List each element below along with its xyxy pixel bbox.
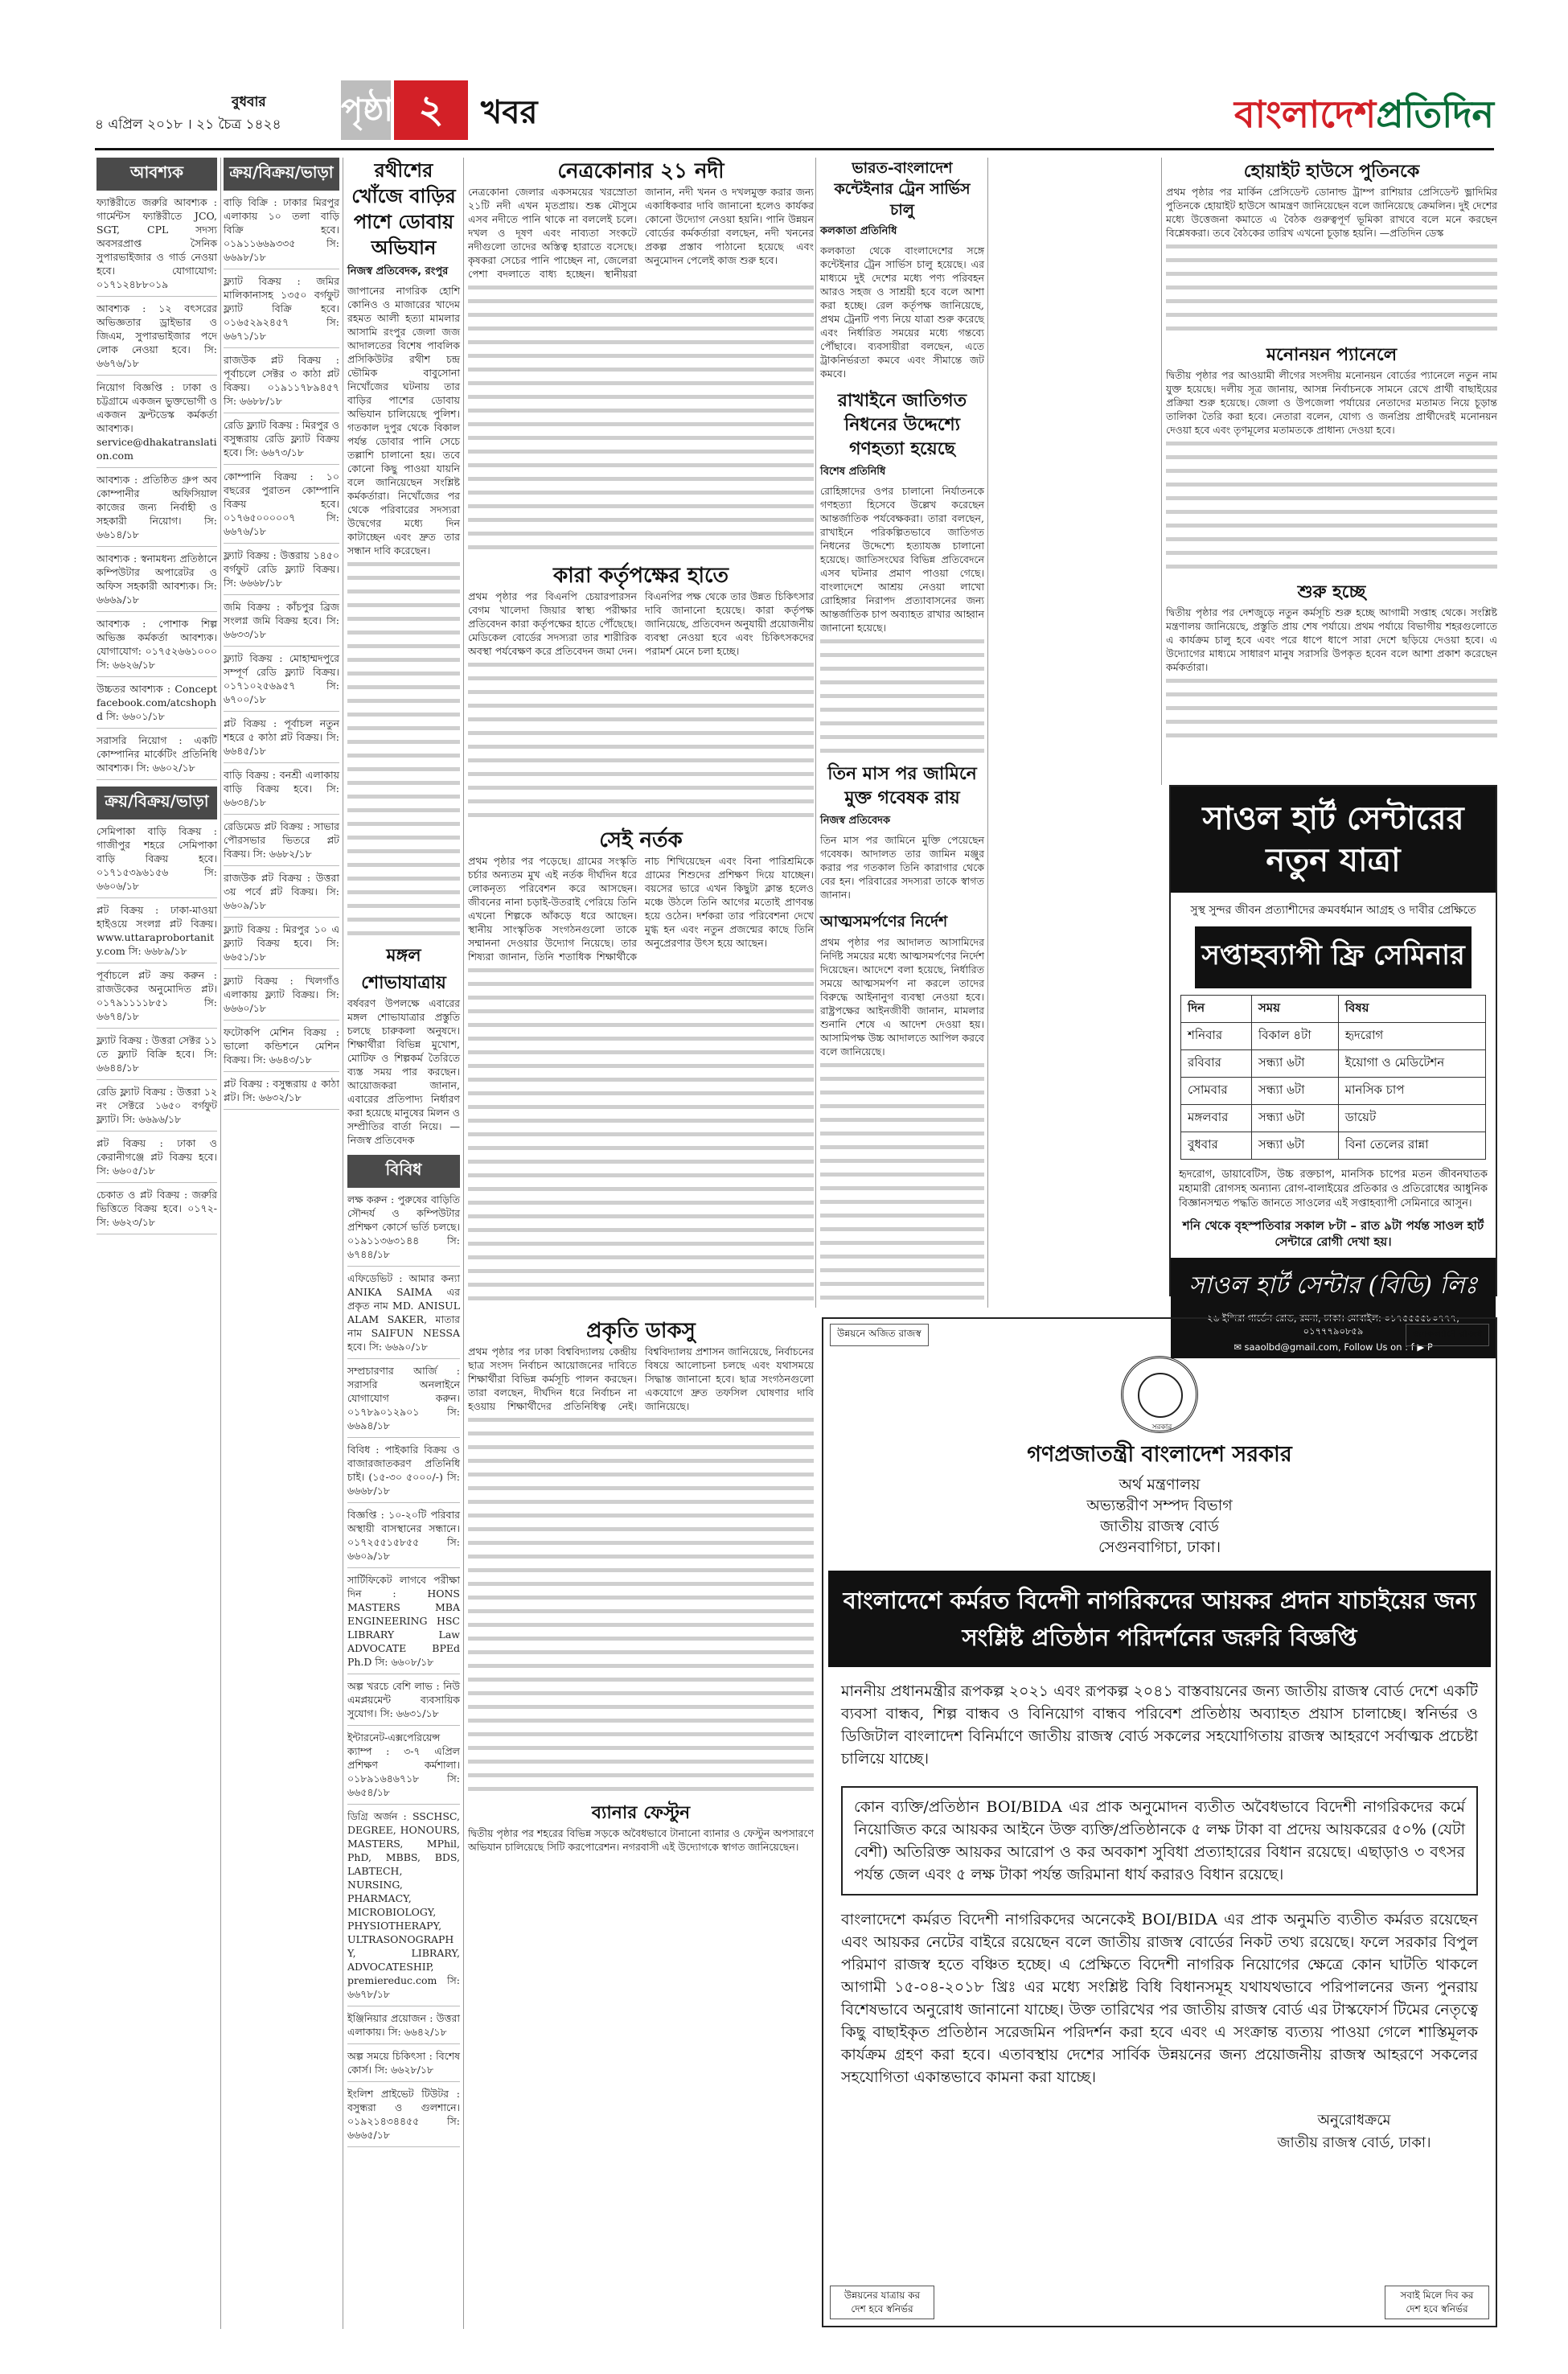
classified-ad: রেডিমেড প্লট বিক্রয় : সাভার পৌরসভার ভিতরে প্লট বিক্রয়। সি: ৬৬৮২/১৮	[224, 815, 339, 866]
classified-ad: চেকাত ও প্লট বিক্রয় : জরুরি ভিত্তিতে বিক্রয় হবে। ০১৭২- সি: ৬৬২৩/১৮	[96, 1183, 217, 1234]
story-headline: প্রকৃতি ডাকসু	[586, 1319, 696, 1343]
story-headline: ব্যানার ফেস্টুন	[591, 1802, 691, 1823]
story-body: প্রথম পৃষ্ঠার পর মার্কিন প্রেসিডেন্ট ডোনাল্ড ট্রাম্প রাশিয়ার প্রেসিডেন্ট ভ্লাদিমির পুতিনকে হোয়াইট হাউসে আমন্ত্রণ জানিয়েছেন বলে জানিয়েছে ক্রেমলিন। দুই দেশের মধ্যে উত্তেজনা কমাতে এ বৈঠক গুরুত্বপূর্ণ ভূমিকা রাখবে বলে মনে করছেন বিশ্লেষকরা। তবে বৈঠকের তারিখ এখনো চূড়ান্ত হয়নি। —প্রতিদিন ডেস্ক	[1166, 186, 1497, 239]
table-cell: সন্ধ্যা ৬টা	[1251, 1050, 1338, 1078]
table-cell: বুধবার	[1181, 1132, 1252, 1160]
table-cell: সন্ধ্যা ৬টা	[1251, 1078, 1338, 1105]
table-cell: সন্ধ্যা ৬টা	[1251, 1132, 1338, 1160]
masthead-rule	[95, 148, 1494, 150]
classified-ad: উচ্চতর আবশ্যক : Concept facebook.com/atcshophd সি: ৬৬০১/১৮	[96, 677, 217, 729]
classified-ad: প্লট বিক্রয় : ঢাকা-মাওয়া হাইওয়ে সংলগ্ন প্লট বিক্রয়। www.uttaraprobortanity.com সি: ৬৬৮৯/১৮	[96, 898, 217, 963]
classified-ad: অল্প খরচে বেশি লাভ : নিউ এমপ্লয়মেন্ট ব্যবসায়িক সুযোগ। সি: ৬৬৩১/১৮	[347, 1674, 460, 1726]
ad-address: ২৬ ইন্দিরা গার্ডেন রোড, রমনা, ঢাকা। মোবাইল: ০১৭৫৫৫৫৮০৭৭৭, ০১৭৭৭৯০৮৫৯	[1171, 1310, 1496, 1339]
page-number: ২	[394, 80, 468, 140]
division-name: অভ্যন্তরীণ সম্পদ বিভাগ	[1086, 1497, 1233, 1514]
text-lines	[468, 281, 814, 554]
masthead-day: বুধবার	[232, 94, 266, 110]
classified-ad: পূর্বাচলে প্লট ক্রয় করুন : রাজউকের অনুমোদিত প্লট। ০১৭৯১১১১৮৫১ সি: ৬৬৭৪/১৮	[96, 963, 217, 1029]
classified-ad: আবশ্যক : পোশাক শিল্প অভিজ্ঞ কর্মকর্তা আবশ্যক। যোগাযোগ: ০১৭৫২৬৬১০০০ সি: ৬৬২৬/১৮	[96, 612, 217, 677]
ad-tag-right: জনকল্যাণে রাজস্ব	[1406, 1324, 1489, 1346]
classified-ad: ফ্ল্যাট বিক্রয় : উত্তরায় ১৪৫০ বর্গফুট রেডি ফ্ল্যাট বিক্রয়। সি: ৬৬৬৮/১৮	[224, 544, 339, 595]
classified-ad: বিজ্ঞপ্তি : ১০-২০টি পরিবার অস্থায়ী বাসস্থানের সন্ধানে। ০১৭২৫৫১৫৮৫৫ সি: ৬৬০৯/১৮	[347, 1503, 460, 1568]
story-body: জাপানের নাগরিক হোশি কোনিও ও মাজারের খাদেম রহমত আলী হত্যা মামলার আসামি রংপুর জেলা জজ আদালতের বিশেষ পাবলিক প্রসিকিউটর রথীশ চন্দ্র ভৌমিক বাবুসোনা নিখোঁজের ঘটনায় তার বাড়ির পাশের ডোবায় অভিযান চালিয়েছে পুলিশ। গতকাল দুপুর থেকে বিকাল পর্যন্ত ডোবার পানি সেচে তল্লাশি চালানো হয়। তবে কোনো কিছু পাওয়া যায়নি বলে জানিয়েছেন সংশ্লিষ্ট কর্মকর্তারা। নিখোঁজের পর থেকে পরিবারের সদস্যরা উদ্বেগের মধ্যে দিন কাটাচ্ছেন এবং দ্রুত তার সন্ধান দাবি করেছেন।	[347, 285, 460, 557]
story-dateline: নিজস্ব প্রতিবেদক	[820, 815, 891, 827]
story-headline: কারা কর্তৃপক্ষের হাতে	[553, 564, 729, 588]
classified-ad: প্লট বিক্রয় : বসুন্ধরায় ৫ কাঠা প্লট। সি: ৬৬৩২/১৮	[224, 1072, 339, 1110]
text-lines	[1166, 240, 1497, 336]
misc-header: বিবিধ	[347, 1155, 460, 1188]
story-dateline: বিশেষ প্রতিনিধি	[820, 466, 886, 478]
story-body: দ্বিতীয় পৃষ্ঠার পর আওয়ামী লীগের সংসদীয় মনোনয়ন বোর্ডের প্যানেলে নতুন নাম যুক্ত হয়েছে। দলীয় সূত্র জানায়, আসন্ন নির্বাচনকে সামনে রেখে প্রার্থী বাছাইয়ের প্রক্রিয়া শুরু হয়েছে। জেলা ও উপজেলা পর্যায়ের নেতাদের মতামত নিয়ে চূড়ান্ত তালিকা তৈরি করা হবে। নেতারা বলেন, যোগ্য ও জনপ্রিয় প্রার্থীদেরই মনোনয়ন দেওয়া হবে এবং তৃণমূলের মতামতকে প্রাধান্য দেওয়া হবে।	[1166, 369, 1497, 436]
notice-headline: বাংলাদেশে কর্মরত বিদেশী নাগরিকদের আয়কর প্রদান যাচাইয়ের জন্য সংশ্লিষ্ট প্রতিষ্ঠান পরিদর্শনের জরুরি বিজ্ঞপ্তি	[828, 1571, 1491, 1667]
table-header: বিষয়	[1338, 996, 1485, 1023]
classified-ad: নিয়োগ বিজ্ঞপ্তি : ঢাকা ও চট্টগ্রামে একজন ভুক্তভোগী ও একজন ফ্রন্টডেস্ক কর্মকর্তা আবশ্যক। service@dhakatranslation.com	[96, 376, 217, 468]
story-dateline: কলকাতা প্রতিনিধি	[820, 225, 897, 237]
ad-email: saaolbd@gmail.com, Follow Us on :	[1244, 1341, 1409, 1353]
mail-icon: ✉	[1233, 1341, 1245, 1353]
story-column-4	[468, 158, 814, 1854]
classified-ad: রেডি ফ্ল্যাট বিক্রয় : উত্তরা ১২ নং সেক্টরে ১৬৫০ বর্গফুট ফ্ল্যাট। সি: ৬৬৯৬/১৮	[96, 1080, 217, 1132]
classified-ad: এফিডেভিট : আমার কন্যা ANIKA SAIMA এর প্রকৃত নাম MD. ANISUL ALAM SAKER, মাতার নাম SAIFUN NESSA হবে। সি: ৬৬৯০/১৮	[347, 1267, 460, 1359]
classified-list	[96, 191, 217, 780]
story-body: তিন মাস পর জামিনে মুক্তি পেয়েছেন গবেষক। আদালত তার জামিন মঞ্জুর করার পর গতকাল তিনি কারাগার থেকে বের হন। পরিবারের সদস্যরা তাকে স্বাগত জানান।	[820, 834, 984, 901]
story-body: প্রথম পৃষ্ঠার পর আদালত আসামিদের নির্দিষ্ট সময়ের মধ্যে আত্মসমর্পণের নির্দেশ দিয়েছেন। আদেশে বলা হয়েছে, নির্ধারিত সময়ে আত্মসমর্পণ না করলে তাদের বিরুদ্ধে আইনানুগ ব্যবস্থা নেওয়া হবে। রাষ্ট্রপক্ষের আইনজীবী জানান, মামলার শুনানি শেষে এ আদেশ দেওয়া হয়। আসামিপক্ষ উচ্চ আদালতে আপিল করবে বলে জানিয়েছে।	[820, 936, 984, 1058]
table-cell: বিকাল ৪টা	[1251, 1023, 1338, 1050]
classified-ad: ডিগ্রি অর্জন : SSCHSC, DEGREE, HONOURS, MASTERS, MPhil, PhD, MBBS, BDS, LABTECH, NURSING, PHARMACY, MICROBIOLOGY, PHYSIOTHERAPY, ULTRASONOGRAPHY, LIBRARY, ADVOCATESHIP, premiereduc.com সি: ৬৬৭৮/১৮	[347, 1805, 460, 2006]
table-row	[1181, 1078, 1486, 1105]
classified-ad: রাজউক প্লট বিক্রয় : উত্তরা ৩য় পর্বে প্লট বিক্রয়। সি: ৬৬০৯/১৮	[224, 866, 339, 918]
signature-line-1: অনুরোধক্রমে	[1317, 2112, 1391, 2129]
column-divider	[220, 158, 221, 2329]
story-body: প্রথম পৃষ্ঠার পর পড়েছে। গ্রামের সংস্কৃতি চর্চার অন্যতম মুখ এই নর্তক দীর্ঘদিন ধরে লোকনৃত্য পরিবেশন করে আসছেন। জীবনের নানা চড়াই-উতরাই পেরিয়ে তিনি এখনো শিল্পকে আঁকড়ে ধরে আছেন। স্থানীয় সাংস্কৃতিক সংগঠনগুলো তাকে সম্মাননা দেওয়ার উদ্যোগ নিয়েছে। তার শিষ্যরা জানান, তিনি শতাধিক শিক্ষার্থীকে নাচ শিখিয়েছেন এবং বিনা পারিশ্রমিকে গ্রামের শিশুদের প্রশিক্ষণ দিয়ে যাচ্ছেন। বয়সের ভারে এখন কিছুটা ক্লান্ত হলেও মঞ্চে উঠলে তিনি আগের মতোই প্রাণবন্ত হয়ে ওঠেন। দর্শকরা তার পরিবেশনা দেখে মুগ্ধ হন এবং নতুন প্রজন্মের কাছে তিনি অনুপ্রেরণার উৎস হয়ে আছেন।	[468, 855, 814, 963]
story-body: দ্বিতীয় পৃষ্ঠার পর দেশজুড়ে নতুন কর্মসূচি শুরু হচ্ছে আগামী সপ্তাহ থেকে। সংশ্লিষ্ট মন্ত্রণালয় জানিয়েছে, প্রস্তুতি প্রায় শেষ পর্যায়ে। প্রথম পর্যায়ে বিভাগীয় শহরগুলোতে এ কার্যক্রম চালু হবে এবং পরে ধাপে ধাপে সারা দেশে ছড়িয়ে দেওয়া হবে। এ উদ্যোগের মাধ্যমে সাধারণ মানুষ সরাসরি উপকৃত হবেন বলে আশা প্রকাশ করেছেন কর্মকর্তারা।	[1166, 606, 1497, 673]
masthead	[95, 77, 1494, 146]
ad-body: হৃদরোগ, ডায়াবেটিস, উচ্চ রক্তচাপ, মানসিক চাপের মতন জীবনঘাতক মহামারী রোগসহ অন্যান্য রোগ-বালাইয়ের প্রতিকার ও প্রতিরোধের আধুনিক বিজ্ঞানসম্মত পদ্ধতি জানতে সাওলের এই সপ্তাহব্যাপী সেমিনারে আসুন।	[1179, 1169, 1488, 1210]
story-headline: মনোনয়ন প্যানেলে	[1266, 344, 1398, 365]
story-column-3	[347, 158, 460, 2147]
nbr-government-ad	[822, 1317, 1497, 2327]
table-cell: মানসিক চাপ	[1338, 1078, 1485, 1105]
classified-ad: ফ্যাক্টরীতে জরুরি আবশ্যক : গার্মেন্টস ফ্যাক্টরীতে JCO, SGT, CPL সদস্য অবসরপ্রাপ্ত সৈনিক সুপারভাইজার ও গার্ড নেওয়া হবে। যোগাযোগ: ০১৭১২৪৮৮০১৯	[96, 191, 217, 297]
classified-ad: অল্প সময়ে চিকিৎসা : বিশেষ কোর্স। সি: ৬৬২৮/১৮	[347, 2044, 460, 2082]
story-headline: ভারত-বাংলাদেশ কন্টেইনার ট্রেন সার্ভিস চালু	[834, 159, 971, 219]
classified-ad: আবশ্যক : স্বনামধন্য প্রতিষ্ঠানে কম্পিউটার অপারেটর ও অফিস সহকারী আবশ্যক। সি: ৬৬৬৯/১৮	[96, 547, 217, 612]
classified-ad: জমি বিক্রয় : কাঁচপুর ব্রিজ সংলগ্ন জমি বিক্রয় হবে। সি: ৬৬৩৩/১৮	[224, 595, 339, 647]
table-cell: শনিবার	[1181, 1023, 1252, 1050]
table-row	[1181, 1132, 1486, 1160]
text-lines	[468, 1413, 814, 1791]
classified-ad: লক্ষ করুন : পুরুষের বাড়িতি সৌন্দর্য ও কম্পিউটার প্রশিক্ষণ কোর্সে ভর্তি চলছে। ০১৯১১৩৬৩১৪৪ সি: ৬৭৪৪/১৮	[347, 1188, 460, 1267]
story-headline: শুরু হচ্ছে	[1297, 581, 1366, 602]
logo-part-1: বাংলাদেশ	[1233, 92, 1377, 136]
ad-footer-right: সবাই মিলে দিব কর দেশ হবে স্বনির্ভর	[1385, 2286, 1489, 2319]
social-icons: f ▶ P	[1410, 1341, 1433, 1353]
classified-ad: ফ্ল্যাট বিক্রয় : উত্তরা সেক্টর ১১ তে ফ্ল্যাট বিক্রি হবে। সি: ৬৬৪৪/১৮	[96, 1029, 217, 1080]
signature-line-2: জাতীয় রাজস্ব বোর্ড, ঢাকা।	[1277, 2134, 1431, 2151]
story-headline: আত্মসমর্পণের নির্দেশ	[820, 913, 948, 930]
classified-ad: ফ্ল্যাট বিক্রয় : জমির মালিকানাসহ ১৩৫০ বর্গফুট ফ্ল্যাট বিক্রি হবে। ০১৬৫২৯২৪৫৭ সি: ৬৬৭১/১৮	[224, 269, 339, 348]
notice-penalty-box: কোন ব্যক্তি/প্রতিষ্ঠান BOI/BIDA এর প্রাক অনুমোদন ব্যতীত অবৈধভাবে বিদেশী নাগরিকদের কর্মে নিয়োজিত করে আয়কর আইনে উক্ত ব্যক্তি/প্রতিষ্ঠানকে ৫ লক্ষ টাকা বা প্রদেয় আয়করের ৫০% (যেটা বেশী) অতিরিক্ত আয়কর আরোপ ও কর অবকাশ সুবিধা প্রত্যাহারের বিধান রয়েছে। এছাড়াও ৩ বৎসর পর্যন্ত জেল এবং ৫ লক্ষ টাকা পর্যন্ত জরিমানা ধার্য করারও বিধান রয়েছে।	[841, 1786, 1478, 1896]
story-headline: সেই নর্তক	[599, 828, 683, 852]
story-body: কলকাতা থেকে বাংলাদেশের সঙ্গে কন্টেইনার ট্রেন সার্ভিস চালু হয়েছে। এর মাধ্যমে দুই দেশের মধ্যে পণ্য পরিবহন আরও সহজ ও সাশ্রয়ী হবে বলে আশা করা হচ্ছে। রেল কর্তৃপক্ষ জানিয়েছে, প্রথম ট্রেনটি পণ্য নিয়ে যাত্রা শুরু করেছে এবং নির্ধারিত সময়ের মধ্যে গন্তব্যে পৌঁছাবে। ব্যবসায়ীরা বলছেন, এতে ট্রাকনির্ভরতা কমবে এবং সীমান্তে জট কমবে।	[820, 244, 984, 380]
ad-hours: শনি থেকে বৃহস্পতিবার সকাল ৮টা – রাত ৯টা পর্যন্ত সাওল হার্ট সেন্টারে রোগী দেখা হয়।	[1182, 1218, 1484, 1249]
classified-ad: বাড়ি বিক্রি : ঢাকার মিরপুর এলাকায় ১০ তলা বাড়ি বিক্রি হবে। ০১৯১১৬৬৯৩৩৫ সি: ৬৬৯৮/১৮	[224, 191, 339, 269]
story-headline: হোয়াইট হাউসে পুতিনকে	[1243, 161, 1420, 182]
seal-label: সরকার	[1151, 1423, 1172, 1431]
text-lines	[1166, 674, 1497, 746]
ad-footer-left: উন্নয়নের যাত্রায় কর দেশ হবে স্বনির্ভর	[830, 2286, 934, 2319]
classified-ad: ফ্ল্যাট বিক্রয় : মোহাম্মদপুরে সম্পূর্ণ রেডি ফ্ল্যাট বিক্রয়। ০১৭১০২৫৬৯৫৭ সি: ৬৭০০/১৮	[224, 647, 339, 712]
classified-ad: ফটোকপি মেশিন বিক্রয় : ভালো কন্ডিশনে মেশিন বিক্রয়। সি: ৬৬৪৩/১৮	[224, 1021, 339, 1072]
seminar-schedule-table	[1180, 995, 1486, 1160]
story-headline: রাখাইনে জাতিগত নিধনের উদ্দেশ্যে গণহত্যা হয়েছে	[837, 390, 967, 459]
story-headline: নেত্রকোনার ২১ নদী	[557, 159, 724, 183]
classified-ad: কোম্পানি বিক্রয় : ১০ বছরের পুরাতন কোম্পানি বিক্রয় হবে। ০১৭৬৫০০০০০৭ সি: ৬৬৭৬/১৮	[224, 465, 339, 544]
board-location: সেগুনবাগিচা, ঢাকা।	[1098, 1538, 1221, 1556]
classified-ad: আবশ্যক : প্রতিষ্ঠিত গ্রুপ অব কোম্পানীর অফিসিয়াল কাজের জন্য নির্বাহী ও সহকারী নিয়োগ। সি: ৬৬১৪/১৮	[96, 468, 217, 547]
classified-ad: প্লট বিক্রয় : ঢাকা ও কেরানীগঞ্জে প্লট বিক্রয় হবে। সি: ৬৬০৫/১৮	[96, 1132, 217, 1183]
text-lines	[468, 658, 814, 819]
classified-header-needed: আবশ্যক	[96, 158, 217, 191]
ad-subtitle: সুস্থ সুন্দর জীবন প্রত্যাশীদের ক্রমবর্ধমান আগ্রহ ও দাবীর প্রেক্ষিতে	[1190, 904, 1476, 917]
story-body: প্রথম পৃষ্ঠার পর ঢাকা বিশ্ববিদ্যালয় কেন্দ্রীয় ছাত্র সংসদ নির্বাচন আয়োজনের দাবিতে শিক্ষার্থীরা বিভিন্ন কর্মসূচি পালন করছেন। তারা বলছেন, দীর্ঘদিন ধরে নির্বাচন না হওয়ায় শিক্ষার্থীদের প্রতিনিধিত্ব নেই। বিশ্ববিদ্যালয় প্রশাসন জানিয়েছে, নির্বাচনের বিষয়ে আলোচনা চলছে এবং যথাসময়ে সিদ্ধান্ত জানানো হবে। ছাত্র সংগঠনগুলো একযোগে দ্রুত তফসিল ঘোষণার দাবি জানিয়েছে।	[468, 1345, 814, 1412]
classified-ad: সেমিপাকা বাড়ি বিক্রয় : গাজীপুর শহরে সেমিপাকা বাড়ি বিক্রয় হবে। ০১৭১৫৩৯৬১৫৬ সি: ৬৬০৬/১৮	[96, 819, 217, 898]
text-lines	[468, 963, 814, 1309]
column-divider	[463, 158, 464, 2329]
text-lines	[347, 557, 460, 935]
misc-list	[347, 1188, 460, 2147]
table-cell: সোমবার	[1181, 1078, 1252, 1105]
classified-ad: ফ্ল্যাট বিক্রয় : মিরপুর ১০ এ ফ্ল্যাট বিক্রয় হবে। সি: ৬৬৫১/১৮	[224, 918, 339, 969]
text-lines	[1166, 437, 1497, 573]
classified-ad: সরাসরি নিয়োগ : একটি কোম্পানির মার্কেটিং প্রতিনিধি আবশ্যক। সি: ৬৬০২/১৮	[96, 729, 217, 780]
government-name: গণপ্রজাতন্ত্রী বাংলাদেশ সরকার	[1027, 1442, 1292, 1467]
notice-signature	[1242, 2109, 1467, 2154]
table-cell: ইয়োগা ও মেডিটেশন	[1338, 1050, 1485, 1078]
classified-ad: সার্টিফিকেট লাগবে পরীক্ষা দিন : HONS MASTERS MBA ENGINEERING HSC LIBRARY Law ADVOCATE BPEd Ph.D সি: ৬৬০৮/১৮	[347, 1568, 460, 1674]
board-name: জাতীয় রাজস্ব বোর্ড	[1100, 1518, 1219, 1535]
table-header: দিন	[1181, 996, 1252, 1023]
classified-ad: সম্প্রচারণার আর্জি : সরাসরি অনলাইনে যোগাযোগ করুন। ০১৭৮৯০১২৯০১ সি: ৬৬৯৪/১৮	[347, 1359, 460, 1438]
classified-column-2	[224, 158, 339, 1110]
column-divider	[987, 158, 988, 1308]
ad-title: সপ্তাহব্যাপী ফ্রি সেমিনার	[1195, 926, 1472, 988]
ad-tag-left: উন্নয়নে অজিত রাজস্ব	[830, 1324, 929, 1346]
table-row	[1181, 1050, 1486, 1078]
classified-header-buysell: ক্রয়/বিক্রয়/ভাড়া	[96, 787, 217, 819]
newspaper-logo	[1234, 87, 1494, 148]
classified-list	[96, 819, 217, 1234]
text-lines	[820, 635, 984, 755]
story-headline: তিন মাস পর জামিনে মুক্ত গবেষক রায়	[827, 763, 977, 808]
story-body: দ্বিতীয় পৃষ্ঠার পর শহরের বিভিন্ন সড়কে অবৈধভাবে টানানো ব্যানার ও ফেস্টুন অপসারণে অভিযান চালিয়েছে সিটি করপোরেশন। নগরবাসী এই উদ্যোগকে স্বাগত জানিয়েছেন।	[468, 1827, 814, 1853]
government-seal-icon	[1121, 1356, 1198, 1433]
text-lines	[820, 1058, 984, 1300]
classified-ad: রেডি ফ্ল্যাট বিক্রয় : মিরপুর ও বসুন্ধরায় রেডি ফ্ল্যাট বিক্রয় হবে। সি: ৬৬৭৩/১৮	[224, 413, 339, 465]
table-cell: সন্ধ্যা ৬টা	[1251, 1105, 1338, 1132]
notice-paragraph-2: বাংলাদেশে কর্মরত বিদেশী নাগরিকদের অনেকেই BOI/BIDA এর প্রাক অনুমতি ব্যতীত কর্মরত রয়েছেন এবং আয়কর নেটের বাইরে রয়েছেন বলে জাতীয় রাজস্ব বোর্ডের নিকট তথ্য রয়েছে। ফলে সরকার বিপুল পরিমাণ রাজস্ব হতে বঞ্চিত হচ্ছে। এ প্রেক্ষিতে বিদেশী নাগরিক নিয়োগের ক্ষেত্রে কোন ঘাটতি থাকলে আগামী ১৫-০৪-২০১৮ খ্রিঃ এর মধ্যে সংশ্লিষ্ট বিধি বিধানসমূহ যথাযথভাবে পরিপালনের জন্য পুনরায় বিশেষভাবে অনুরোধ জানানো যাচ্ছে। উক্ত তারিখের পর জাতীয় রাজস্ব বোর্ড এর টাস্কফোর্স টিমের নেতৃত্বে কিছু বাছাইকৃত প্রতিষ্ঠান সরেজমিন পরিদর্শন করা হবে এবং এ সংক্রান্ত ব্যত্যয় পাওয়া গেলে শাস্তিমূলক কার্যক্রম গ্রহণ করা হবে। এতাবস্থায় দেশের সার্বিক উন্নয়নের জন্য প্রয়োজনীয় রাজস্ব আহরণে সকলের সহযোগিতা একান্তভাবে কামনা করা যাচ্ছে।	[841, 1911, 1478, 2086]
story-body: প্রথম পৃষ্ঠার পর বিএনপি চেয়ারপারসন বেগম খালেদা জিয়ার স্বাস্থ্য পরীক্ষার প্রতিবেদন কারা কর্তৃপক্ষের হাতে পৌঁছেছে। মেডিকেল বোর্ডের সদস্যরা তার শারীরিক অবস্থা পর্যবেক্ষণ করে প্রতিবেদন জমা দেন। বিএনপির পক্ষ থেকে তার উন্নত চিকিৎসার দাবি জানানো হয়েছে। কারা কর্তৃপক্ষ জানিয়েছে, প্রতিবেদন অনুযায়ী প্রয়োজনীয় ব্যবস্থা নেওয়া হবে এবং চিকিৎসকদের পরামর্শ মেনে চলা হচ্ছে।	[468, 590, 814, 657]
classified-ad: বাড়ি বিক্রয় : বনশ্রী এলাকায় বাড়ি বিক্রয় হবে। সি: ৬৬৩৪/১৮	[224, 763, 339, 815]
story-body: রোহিঙ্গাদের ওপর চালানো নির্যাতনকে গণহত্যা হিসেবে উল্লেখ করেছেন আন্তর্জাতিক পর্যবেক্ষকরা। তারা বলছেন, রাখাইনে পরিকল্পিতভাবে জাতিগত নিধনের উদ্দেশ্যে হত্যাযজ্ঞ চালানো হয়েছে। জাতিসংঘের বিভিন্ন প্রতিবেদনে এসব ঘটনার প্রমাণ পাওয়া গেছে। বাংলাদেশে আশ্রয় নেওয়া লাখো রোহিঙ্গার নিরাপদ প্রত্যাবাসনের জন্য আন্তর্জাতিক চাপ অব্যাহত রাখার আহ্বান জানানো হয়েছে।	[820, 485, 984, 634]
classified-ad: প্লট বিক্রয় : পূর্বাচল নতুন শহরে ৫ কাঠা প্লট বিক্রয়। সি: ৬৬৪৫/১৮	[224, 712, 339, 763]
classified-ad: রাজউক প্লট বিক্রয় : পূর্বাচলে সেক্টর ৩ কাঠা প্লট বিক্রয়। ০১৯১১৭৮৯৪৫৭ সি: ৬৬৮৮/১৮	[224, 348, 339, 413]
classified-list	[224, 815, 339, 1110]
classified-column-1	[96, 158, 217, 1234]
classified-ad: বিবিধ : পাইকারি বিক্রয় ও বাজারজাতকরণ প্রতিনিধি চাই। (১৫-৩০ ৫০০০/-) সি: ৬৬৬৮/১৮	[347, 1438, 460, 1503]
story-headline: রথীশের খোঁজে বাড়ির পাশে ডোবায় অভিযান	[351, 158, 456, 259]
table-cell: বিনা তেলের রান্না	[1338, 1132, 1485, 1160]
column-divider	[1161, 158, 1162, 785]
table-row	[1181, 1105, 1486, 1132]
section-title: খবর	[481, 93, 538, 131]
notice-paragraph-1: মাননীয় প্রধানমন্ত্রীর রূপকল্প ২০২১ এবং রূপকল্প ২০৪১ বাস্তবায়নের জন্য জাতীয় রাজস্ব বোর্ড দেশে একটি ব্যবসা বান্ধব, শিল্প বান্ধব ও বিনিয়োগ বান্ধব পরিবেশ প্রতিষ্ঠায় অব্যাহত প্রয়াস চালাচ্ছে। স্বনির্ভর ও ডিজিটাল বাংলাদেশ বিনির্মাণে জাতীয় রাজস্ব বোর্ড সকলের সহযোগিতায় রাজস্ব আহরণে সর্বাত্মক প্রচেষ্টা চালিয়ে যাচ্ছে।	[841, 1682, 1478, 1768]
logo-part-2: প্রতিদিন	[1376, 92, 1494, 136]
ad-brand: সাওল হার্ট সেন্টার (বিডি) লিঃ	[1171, 1258, 1496, 1310]
ministry-name: অর্থ মন্ত্রণালয়	[1119, 1476, 1201, 1493]
story-body: নেত্রকোনা জেলার একসময়ের খরস্রোতা ২১টি নদী এখন মৃতপ্রায়। শুষ্ক মৌসুমে এসব নদীতে পানি থাকে না বললেই চলে। দখল ও দূষণ এবং নাব্যতা সংকটে নদীগুলো তাদের অস্তিত্ব হারাতে বসেছে। কৃষকরা সেচের পানি পাচ্ছেন না, জেলেরা পেশা বদলাতে বাধ্য হচ্ছেন। স্থানীয়রা জানান, নদী খনন ও দখলমুক্ত করার জন্য একাধিকবার দাবি জানানো হলেও কার্যকর কোনো উদ্যোগ নেওয়া হয়নি। পানি উন্নয়ন বোর্ডের কর্মকর্তারা বলছেন, নদী খননের প্রকল্প প্রস্তাব পাঠানো হয়েছে এবং অনুমোদন পেলেই কাজ শুরু হবে।	[468, 186, 814, 280]
classified-ad: ইংলিশ প্রাইভেট টিউটর : বসুন্ধরা ও গুলশানে। ০১৯২১৪৩৪৪৫৫ সি: ৬৬৬৫/১৮	[347, 2082, 460, 2147]
table-header: সময়	[1251, 996, 1338, 1023]
masthead-date: ৪ এপ্রিল ২০১৮ । ২১ চৈত্র ১৪২৪	[95, 117, 281, 133]
table-cell: ডায়েট	[1338, 1105, 1485, 1132]
table-cell: রবিবার	[1181, 1050, 1252, 1078]
classified-list	[224, 191, 339, 815]
column-divider	[815, 158, 816, 1308]
table-cell: মঙ্গলবার	[1181, 1105, 1252, 1132]
story-dateline: নিজস্ব প্রতিবেদক, রংপুর	[347, 265, 449, 277]
ad-headline: সাওল হার্ট সেন্টারের নতুন যাত্রা	[1171, 787, 1496, 893]
table-row	[1181, 1023, 1486, 1050]
classified-header-buysell: ক্রয়/বিক্রয়/ভাড়া	[224, 158, 339, 191]
table-cell: হৃদরোগ	[1338, 1023, 1485, 1050]
page-label: পৃষ্ঠা	[341, 80, 391, 140]
classified-ad: আবশ্যক : ১২ বৎসরের অভিজ্ঞতার ড্রাইভার ও জিএম, সুপারভাইজার পদে লোক নেওয়া হবে। সি: ৬৬৭৬/১৮	[96, 297, 217, 376]
classified-ad: ইন্টারনেট-এক্সপেরিয়েন্স ক্যাম্প : ৩-৭ এপ্রিল প্রশিক্ষণ কর্মশালা। ০১৮৯১৬৪৬৭১৮ সি: ৬৬৫৪/১৮	[347, 1726, 460, 1805]
story-headline: মঙ্গল শোভাযাত্রায়	[361, 945, 446, 993]
story-column-5	[820, 158, 984, 1300]
classified-ad: ফ্ল্যাট বিক্রয় : খিলগাঁও এলাকায় ফ্ল্যাট বিক্রয়। সি: ৬৬৬০/১৮	[224, 969, 339, 1021]
story-body: বর্ষবরণ উপলক্ষে এবারের মঙ্গল শোভাযাত্রার প্রস্তুতি চলছে চারুকলা অনুষদে। শিক্ষার্থীরা বিভিন্ন মুখোশ, মোটিফ ও শিল্পকর্ম তৈরিতে ব্যস্ত সময় পার করছেন। আয়োজকরা জানান, এবারের প্রতিপাদ্য নির্ধারণ করা হয়েছে মানুষের মিলন ও সম্প্রীতির বার্তা নিয়ে। —নিজস্ব প্রতিবেদক	[347, 997, 460, 1146]
story-column-6	[1166, 158, 1497, 746]
classified-ad: ইঞ্জিনিয়ার প্রয়োজন : উত্তরা এলাকায়। সি: ৬৬৪২/১৮	[347, 2006, 460, 2044]
